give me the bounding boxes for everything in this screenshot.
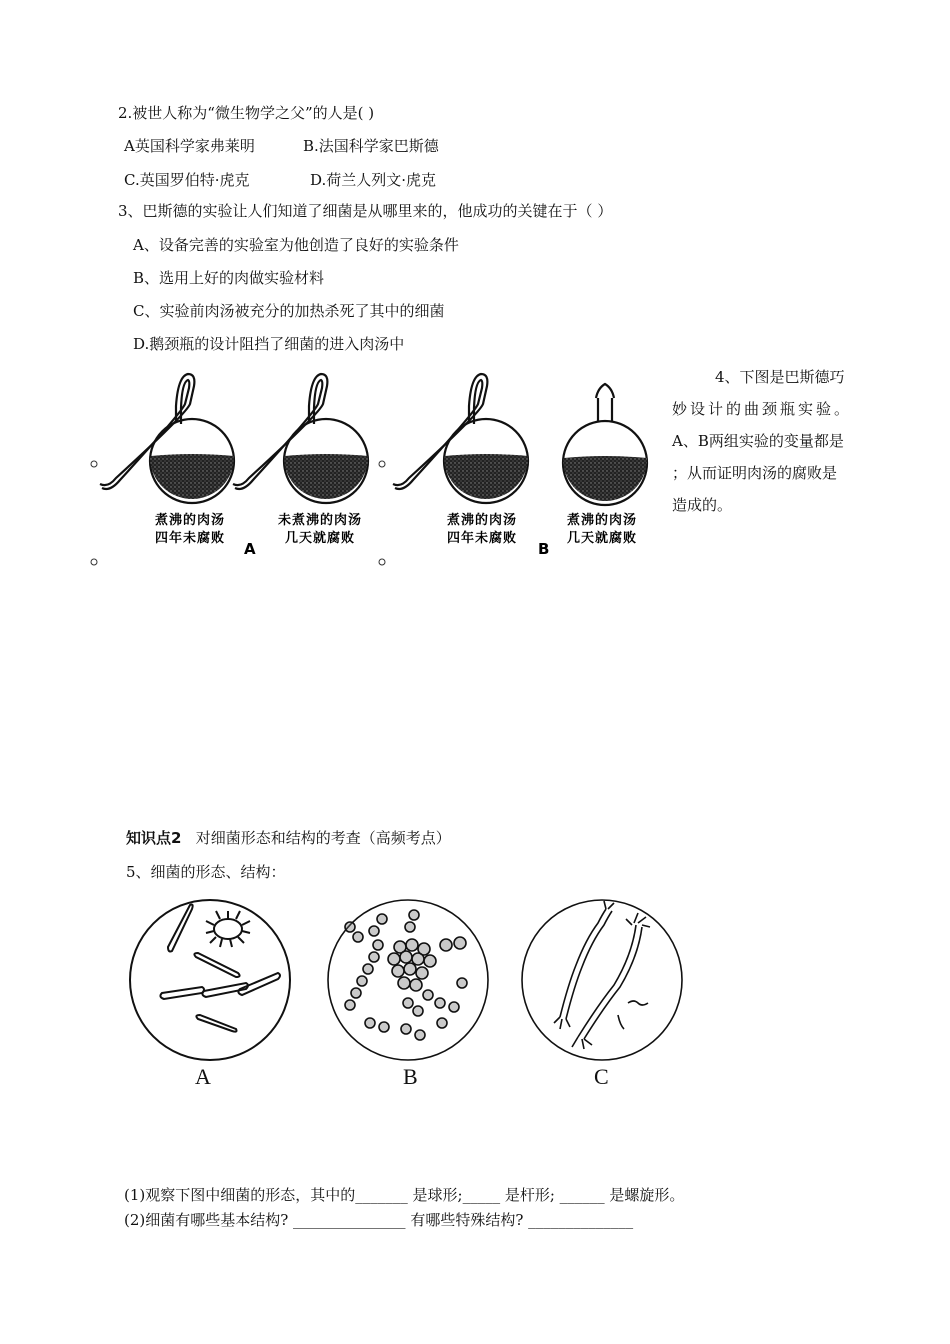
flask-2-caption-top: 未煮沸的肉汤 [277,513,363,528]
q3-option-c: C、实验前肉汤被充分的加热杀死了其中的细菌 [133,302,445,320]
swan-neck-flask-figure [86,366,666,566]
flask-1-caption-bottom: 四年未腐败 [154,531,226,546]
circle-b-cocci [328,900,488,1060]
q2-stem: 2.被世人称为“微生物学之父”的人是( ) [118,104,375,122]
q4-line-5: 造成的。 [672,496,733,514]
flask-3-caption-top: 煮沸的肉汤 [446,513,518,528]
flask-2-caption-bottom: 几天就腐败 [284,531,356,546]
knowledge-point-label: 知识点2 [126,829,182,847]
q4-line-1: 4、下图是巴斯德巧 [715,368,845,386]
q3-stem: 3、巴斯德的实验让人们知道了细菌是从哪里来的，他成功的关键在于（ ） [118,202,613,220]
q4-line-4: ；从而证明肉汤的腐败是 [672,464,838,482]
q4-line-2: 妙设计的曲颈瓶实验。 [672,400,853,418]
q5-stem: 5、细菌的形态、结构： [126,863,286,881]
q2-option-d: D.荷兰人列文·虎克 [310,171,437,189]
q5-sub-question-2: (2)细菌有哪些基本结构? _______________ 有哪些特殊结构? ______________ [124,1211,634,1229]
group-b-label: B [538,540,550,558]
flask-4-caption-bottom: 几天就腐败 [566,531,638,546]
flask-3-caption-bottom: 四年未腐败 [446,531,518,546]
q2-option-a: A英国科学家弗莱明 [124,137,255,155]
knowledge-point-title: 对细菌形态和结构的考查（高频考点） [195,829,451,847]
circle-a-rods [130,900,290,1060]
q4-line-3: A、B两组实验的变量都是 [672,432,844,450]
knowledge-point-heading [126,828,451,848]
circle-label-a: A [195,1064,211,1089]
flask-4-caption-top: 煮沸的肉汤 [566,513,638,528]
flask-3 [393,374,528,503]
q2-option-b: B.法国科学家巴斯德 [303,137,439,155]
q3-option-d: D.鹅颈瓶的设计阻挡了细菌的进入肉汤中 [133,335,405,353]
circle-label-c: C [594,1064,609,1089]
q3-option-b: B、选用上好的肉做实验材料 [133,269,325,287]
q2-option-c: C.英国罗伯特·虎克 [124,171,250,189]
flask-4 [563,384,647,505]
q3-option-a: A、设备完善的实验室为他创造了良好的实验条件 [133,236,459,254]
flask-1 [100,374,234,503]
group-a-label: A [244,540,256,558]
q5-sub-question-1: (1)观察下图中细菌的形态，其中的_______ 是球形;_____ 是杆形; ______ 是螺旋形。 [124,1186,685,1204]
circle-label-b: B [403,1064,418,1089]
flask-2 [233,374,368,503]
flask-1-caption-top: 煮沸的肉汤 [154,513,226,528]
circle-c-spirilla [522,900,682,1060]
